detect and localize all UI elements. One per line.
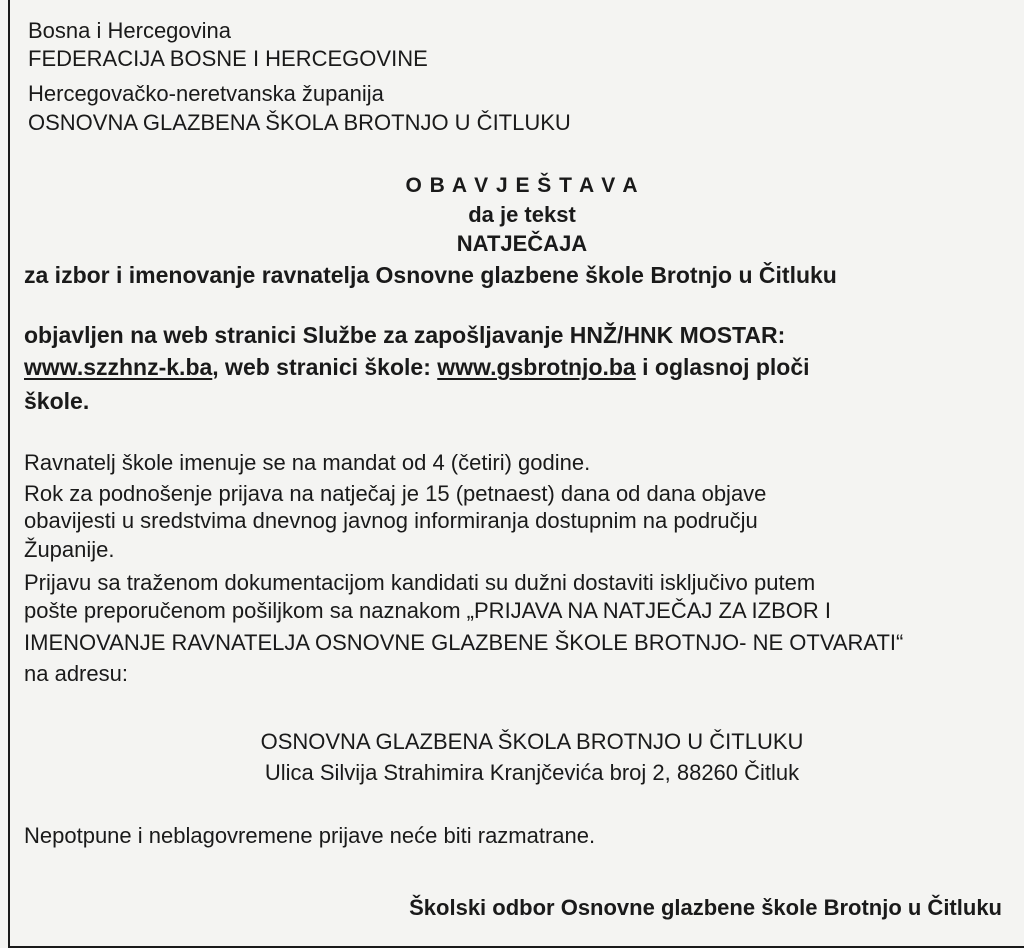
body-line-2: Rok za podnošenje prijava na natječaj je 15 (petnaest) dana od dana objave (24, 481, 767, 506)
address-school: OSNOVNA GLAZBENA ŠKOLA BROTNJO U ČITLUKU (260, 729, 804, 754)
publication-line1: objavljen na web stranici Službe za zapošljavanje HNŽ/HNK MOSTAR: (24, 322, 786, 348)
address-street: Ulica Silvija Strahimira Kranjčevića broj 2, 88260 Čitluk (264, 760, 800, 785)
link-gsbrotnjo[interactable]: www.gsbrotnjo.ba (437, 354, 636, 380)
body-line-8: na adresu: (24, 661, 128, 686)
body-line-3: obavijesti u sredstvima dnevnog javnog informiranja dostupnim na području (24, 508, 758, 533)
header-federation: FEDERACIJA BOSNE I HERCEGOVINE (28, 46, 428, 71)
signature: Školski odbor Osnovne glazbene škole Brotnjo u Čitluku (409, 895, 1002, 920)
body-line-6: pošte preporučenom pošiljkom sa naznakom „PRIJAVA NA NATJEČAJ ZA IZBOR I (24, 598, 831, 623)
header-county: Hercegovačko-neretvanska županija (28, 81, 384, 106)
publication-line2 (24, 354, 810, 381)
note-text: Nepotpune i neblagovremene prijave neće biti razmatrane. (24, 823, 596, 848)
link-szzhnz[interactable]: www.szzhnz-k.ba (24, 354, 213, 380)
title-obavjestava: O B A V J E Š T A V A (405, 174, 639, 197)
header-school: OSNOVNA GLAZBENA ŠKOLA BROTNJO U ČITLUKU (28, 110, 571, 135)
title-da-je-tekst: da je tekst (468, 202, 576, 227)
body-line-5: Prijavu sa traženom dokumentacijom kandidati su dužni dostaviti isključivo putem (24, 570, 816, 595)
header-country: Bosna i Hercegovina (28, 18, 232, 43)
title-natjecaja: NATJEČAJA (456, 231, 588, 256)
publication-mid-text: , web stranici škole: (212, 354, 438, 380)
title-subject: za izbor i imenovanje ravnatelja Osnovne glazbene škole Brotnjo u Čitluku (24, 262, 837, 288)
body-line-1: Ravnatelj škole imenuje se na mandat od 4 (četiri) godine. (24, 450, 591, 475)
body-line-7: IMENOVANJE RAVNATELJA OSNOVNE GLAZBENE ŠKOLE BROTNJO- NE OTVARATI“ (24, 630, 904, 655)
body-line-4: Županije. (24, 537, 115, 562)
publication-tail-text: i oglasnoj ploči (635, 354, 810, 380)
publication-line3: škole. (24, 388, 90, 414)
